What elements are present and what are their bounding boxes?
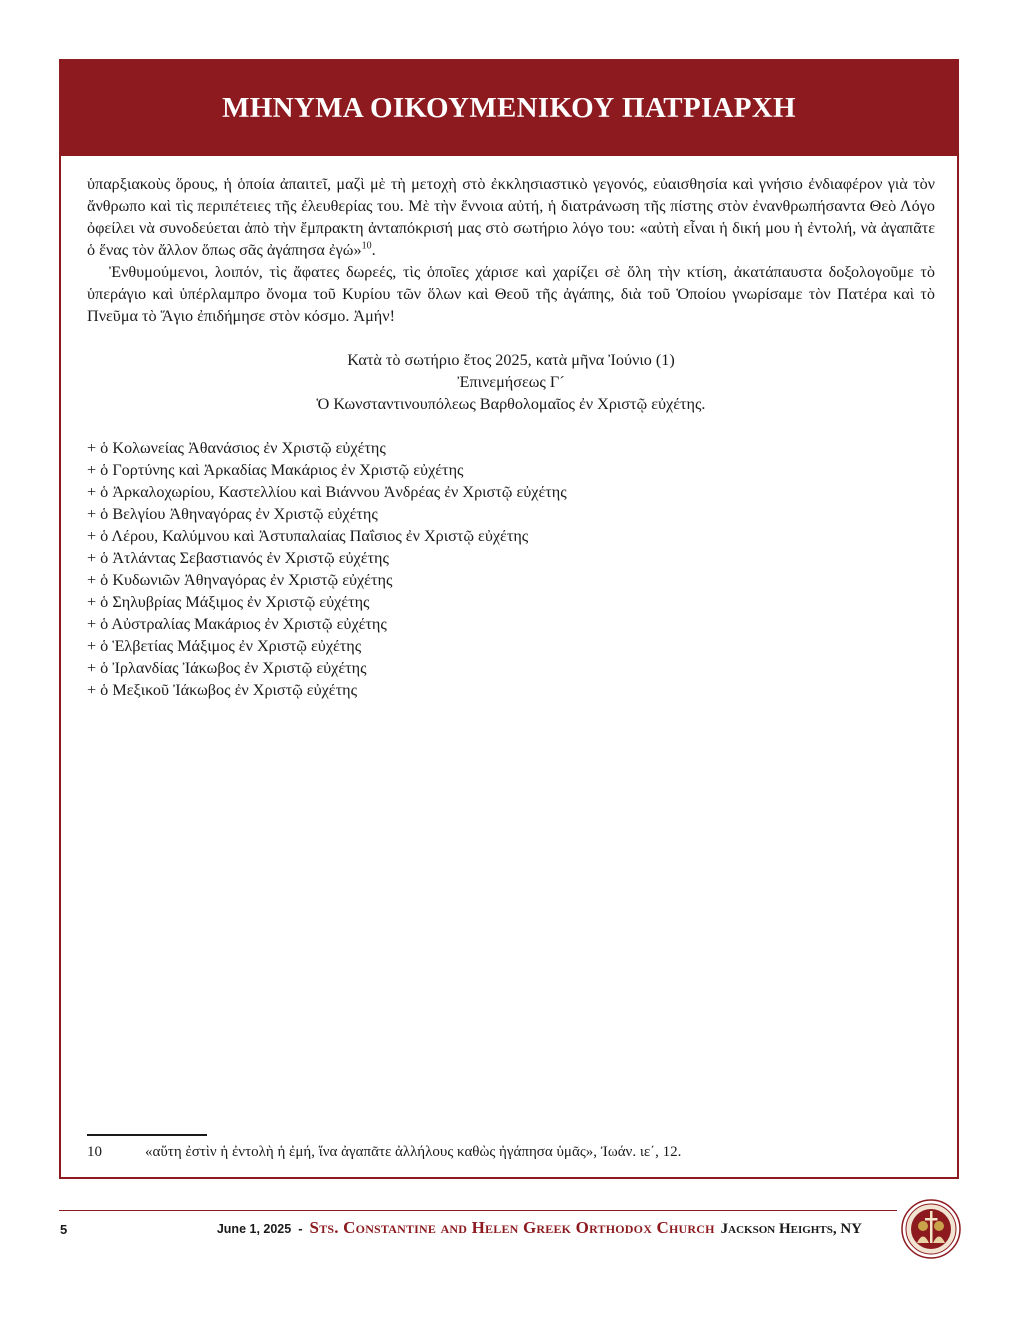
signer-item: + ὁ Ἰρλανδίας Ἰάκωβος ἐν Χριστῷ εὐχέτης xyxy=(87,659,367,677)
footnote-divider xyxy=(87,1134,207,1136)
footnote xyxy=(87,1141,935,1163)
body-paragraph xyxy=(87,173,935,261)
page-frame xyxy=(59,59,959,1179)
signer-item: + ὁ Σηλυβρίας Μάξιμος ἐν Χριστῷ εὐχέτης xyxy=(87,593,370,611)
title-banner xyxy=(61,61,957,156)
paragraph-text: ὑπαρξιακοὺς ὅρους, ἡ ὁποία ἀπαιτεῖ, μαζὶ μὲ τὴ μετοχὴ στὸ ἐκκλησιαστικὸ γεγονός, εὐαισθησία καὶ γνήσιο ἐνδιαφέρον γιὰ τὸν ἄνθρωπο καὶ τὶς περιπέτειες τῆς ἐλευθερίας του. Μὲ τὴν ἔννοια αὐτή, ἡ διατράνωση τῆς πίστης στὸν ἐνανθρωπήσαντα Θεὸ Λόγο ὀφείλει νὰ συνοδεύεται ἀπὸ τὴν ἔμπρακτη ἀνταπόκρισή μας στὸ σωτήριο λόγο του: «αὐτὴ εἶναι ἡ δική μου ἡ ἐντολή, νὰ ἀγαπᾶτε ὁ ἕνας τὸν ἄλλον ὅπως σᾶς ἀγάπησα ἐγώ» xyxy=(87,175,935,259)
footer-separator: - xyxy=(298,1221,303,1236)
page-title: ΜΗΝΥΜΑ ΟΙΚΟΥΜΕΝΙΚΟΥ ΠΑΤΡΙΑΡΧΗ xyxy=(222,92,796,124)
footer-divider xyxy=(59,1210,897,1211)
footer-date: June 1, 2025 xyxy=(216,1222,292,1236)
message-body xyxy=(87,173,935,717)
paragraph-end: . xyxy=(371,241,376,259)
signer-item: + ὁ Μεξικοῦ Ἰάκωβος ἐν Χριστῷ εὐχέτης xyxy=(87,681,357,699)
signer-item: + ὁ Κυδωνιῶν Ἀθηναγόρας ἐν Χριστῷ εὐχέτης xyxy=(87,571,393,589)
signer-item: + ὁ Βελγίου Ἀθηναγόρας ἐν Χριστῷ εὐχέτης xyxy=(87,505,378,523)
footer-bar xyxy=(217,1218,862,1238)
footnote-number: 10 xyxy=(87,1144,102,1160)
patriarch-signature: Ὁ Κωνσταντινουπόλεως Βαρθολομαῖος ἐν Χριστῷ εὐχέτης. xyxy=(316,395,706,413)
dating-line: Κατὰ τὸ σωτήριο ἔτος 2025, κατὰ μῆνα Ἰούνιο (1) xyxy=(347,351,675,369)
signer-item: + ὁ Ἀρκαλοχωρίου, Καστελλίου καὶ Βιάννου Ἀνδρέας ἐν Χριστῷ εὐχέτης xyxy=(87,483,567,501)
body-paragraph: Ἐνθυμούμενοι, λοιπόν, τὶς ἄφατες δωρεές, τὶς ὁποῖες χάρισε καὶ χαρίζει σὲ ὅλη τὴν κτίση, ἀκατάπαυστα δοξολογοῦμε τὸ ὑπεράγιο καὶ ὑπέρλαμπρο ὄνομα τοῦ Κυρίου τῶν ὅλων καὶ Θεοῦ τῆς ἀγάπης, διὰ τοῦ Ὁποίου γνωρίσαμε τὸν Πατέρα καὶ τὸ Πνεῦμα τὸ Ἅγιο ἐπιδήμησε στὸν κόσμο. Ἀμήν! xyxy=(87,263,935,325)
dating-block xyxy=(87,349,935,415)
signer-item: + ὁ Κολωνείας Ἀθανάσιος ἐν Χριστῷ εὐχέτης xyxy=(87,439,386,457)
page-number: 5 xyxy=(60,1222,68,1237)
footnote-text: «αὕτη ἐστὶν ἡ ἐντολὴ ἡ ἐμή, ἵνα ἀγαπᾶτε ἀλλήλους καθὼς ἠγάπησα ὑμᾶς», Ἰωάν. ιε΄, 12. xyxy=(145,1144,682,1160)
signer-item: + ὁ Ἀτλάντας Σεβαστιανός ἐν Χριστῷ εὐχέτης xyxy=(87,549,389,567)
dating-line: Ἐπινεμήσεως Γ´ xyxy=(457,373,565,391)
church-name: Sts. Constantine and Helen Greek Orthodox Church xyxy=(309,1218,715,1237)
signers-list xyxy=(87,437,935,701)
church-seal-icon xyxy=(901,1199,961,1259)
signer-item: + ὁ Λέρου, Καλύμνου καὶ Ἀστυπαλαίας Παΐσιος ἐν Χριστῷ εὐχέτης xyxy=(87,527,529,545)
signer-item: + ὁ Αὐστραλίας Μακάριος ἐν Χριστῷ εὐχέτης xyxy=(87,615,387,633)
church-location: Jackson Heights, NY xyxy=(720,1221,862,1237)
signer-item: + ὁ Ἑλβετίας Μάξιμος ἐν Χριστῷ εὐχέτης xyxy=(87,637,362,655)
signer-item: + ὁ Γορτύνης καὶ Ἀρκαδίας Μακάριος ἐν Χριστῷ εὐχέτης xyxy=(87,461,464,479)
footnote-ref[interactable]: 10 xyxy=(361,240,372,252)
